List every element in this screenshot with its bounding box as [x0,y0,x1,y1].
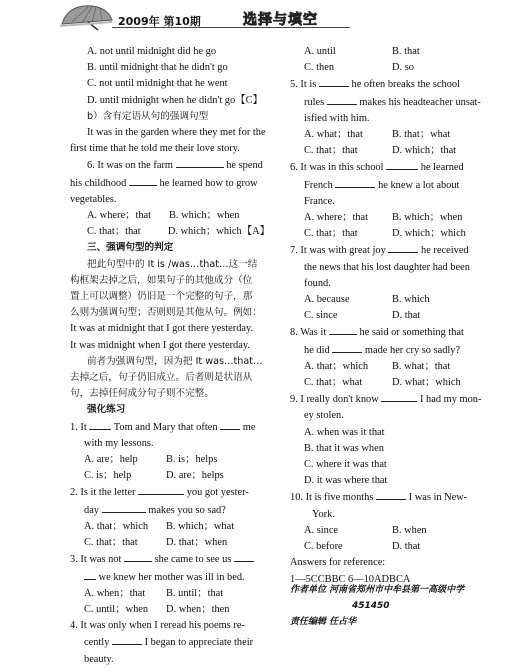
blank [129,175,157,186]
exercise-heading: 强化练习 [87,404,126,416]
option: C. where it was that [304,459,387,471]
question-line [290,342,496,359]
blank [388,242,418,253]
issue-label: 2009年 第10期 [118,15,201,28]
question-line [290,159,496,176]
text-line: 去掉之后，句子仍旧成立。后者则是状语从 [70,372,253,384]
option: B. which [392,294,430,306]
option: D. that；when [166,537,228,549]
text-line: isfied with him. [304,112,370,124]
question-line [290,177,496,194]
question-line [290,76,496,93]
option: A. that；which [304,360,369,372]
text: he said or something that [359,327,464,339]
option: D. what；which [392,377,461,389]
postal-code: 451450 [352,601,390,611]
left-column [70,44,270,668]
option: C. since [304,310,338,322]
blank [234,551,254,562]
text: his childhood [70,177,127,189]
options-row [290,143,496,159]
text: I was in New- [408,492,468,504]
text: 5. It is [290,79,317,91]
option: A. since [304,524,339,536]
option: A. because [304,294,350,306]
question-line [70,551,270,568]
option: C. that；that [87,226,141,238]
blank [332,342,362,353]
option: D. so [392,62,414,74]
text: makes you so sad? [148,504,226,516]
blank [112,634,142,645]
option: B. what；that [392,360,451,372]
options-row [290,523,496,539]
text: French [304,179,333,191]
subheading: b）含有定语从句的强调句型 [87,110,209,122]
text-line: It was at midnight that I got there yesterday. [70,323,254,335]
options-row [70,535,270,551]
option: C. before [304,541,343,553]
question-line [70,502,270,519]
option: A. when was it that [304,426,385,438]
text: 1. It [70,421,87,433]
text: 6. It was on the farm [87,160,173,172]
text-line: 么则为强调句型；否则则是其他从句。例如： [70,307,262,319]
author-unit: 作者单位 河南省郑州市中牟县第一高级中学 [290,585,465,595]
text: 6. It was in this school [290,162,384,174]
question-line [290,489,496,506]
right-column [290,44,496,588]
option: B. which；when [392,212,463,224]
author-footer [290,582,464,630]
text: 10. It is five months [290,492,374,504]
option: A. until [304,46,336,57]
text: Tom and Mary that often [113,421,218,433]
options-row [290,60,496,76]
text: he often breaks the school [351,79,460,91]
text: he received [421,245,469,257]
text-line: France. [304,195,335,207]
question-line [70,634,270,651]
text-line: beauty. [84,653,114,665]
text: rules [304,96,325,108]
option: D. which；that [392,145,457,157]
option: D. are；helps [166,470,224,482]
page-header [0,0,506,34]
blank [102,502,146,513]
options-row [70,519,270,535]
text-line: It was midnight when I got there yesterday. [70,339,250,351]
options-row [290,308,496,324]
blank [319,76,349,87]
blank [138,484,184,495]
option: C. that；that [304,228,358,240]
text-line: A. not until midnight did he go [87,46,217,57]
answers-key: 1—5CCBBC 6—10ADBCA [290,573,411,585]
text: I began to appreciate their [144,637,254,649]
blank [124,551,152,562]
options-row [290,44,496,60]
text: I had my mon- [419,394,482,406]
text: 8. Was it [290,327,327,339]
text-line: the news that his lost daughter had been [304,261,470,273]
text-line: 置上可以调整）仍旧是一个完整的句子，那 [70,291,253,303]
question-line [290,94,496,111]
options-row [290,292,496,308]
blank [376,489,406,500]
text: 7. It was with great joy [290,245,386,257]
option: B. which；what [166,520,235,532]
option: A. are；help [84,454,138,466]
text: he did [304,344,330,356]
question-line [290,324,496,341]
umbrella-logo-icon [58,2,114,32]
option: C. that；that [304,145,358,157]
option: B. until；that [166,587,224,599]
editor-credit: 责任编辑 任占华 [290,617,357,627]
option: A. that；which [84,520,149,532]
text-line: 构框架去掉之后，如果句子的其他成分（位 [70,274,253,286]
text: he learned [420,162,464,174]
options-row [70,468,270,484]
options-row [290,210,496,226]
options-row [290,539,496,555]
option: B. which；when [169,210,240,222]
text-line: vegetables. [70,193,117,205]
option: C. until；when [84,603,149,615]
options-row [290,127,496,143]
text-line: B. until midnight that he didn't go [87,62,228,74]
option: A. what；that [304,129,363,141]
text: me [242,421,256,433]
text: day [84,504,100,516]
text-line: York. [312,508,335,520]
question-line [70,569,270,586]
options-row [290,375,496,391]
option: C. that；what [304,377,363,389]
option: B. that it was when [304,442,384,454]
blank [329,324,357,335]
text: you got yester- [186,487,249,499]
text-line: 把此句型中的 It is /was…that…这一结 [87,258,258,270]
option: B. is；helps [166,454,218,466]
option: D. that [392,310,421,322]
text-line: It was in the garden where they met for the [87,127,266,139]
text-line: D. until midnight when he didn't go【C】 [87,94,263,106]
options-row [70,208,270,224]
option: A. where；that [304,212,369,224]
option: D. it was where that [304,475,388,487]
text: he learned how to grow [159,177,258,189]
blank [381,391,417,402]
text: she came to see us [154,554,232,566]
options-row [290,226,496,242]
option: C. then [304,62,335,74]
text: 9. I really don't know [290,394,379,406]
text-line: found. [304,277,331,289]
option: D. that [392,541,421,553]
blank [327,94,357,105]
section-title: 选择与填空 [243,12,318,28]
text-line: 前者为强调句型，因为把 It was…that… [87,355,263,367]
blank [89,419,111,430]
text: 2. Is it the letter [70,487,136,499]
text: makes his headteacher unsat- [359,96,481,108]
text: 3. It was not [70,554,122,566]
text-line: first time that he told me their love story. [70,143,240,155]
text: made her cry so sadly? [364,344,461,356]
option: D. when；then [166,603,230,615]
section-heading: 三、强调句型的判定 [87,242,174,254]
text-line: 句，去掉任何成分句子则不完整。 [70,388,214,400]
answers-label: Answers for reference: [290,557,386,569]
option: B. that；what [392,129,451,141]
text-line: with my lessons. [84,437,154,449]
option: C. that；that [84,537,138,549]
options-row [70,586,270,602]
option: B. that [392,46,420,57]
option: A. where；that [87,210,152,222]
option: C. is；help [84,470,132,482]
blank [84,569,96,580]
text-line: ey stolen. [304,410,344,422]
question-line [70,484,270,501]
text-line: C. not until midnight that he went [87,78,228,90]
options-row [70,224,270,240]
option: D. which；which [392,228,466,240]
blank [386,159,418,170]
blank [335,177,375,188]
question-line [70,175,270,192]
option: D. which；which【A】 [167,226,270,238]
text: he knew a lot about [378,179,460,191]
text-line: 4. It was only when I reread his poems re- [70,620,245,632]
option: A. when；that [84,587,146,599]
text: cently [84,637,110,649]
blank [176,157,224,168]
options-row [70,452,270,468]
question-line [70,419,270,436]
text: he spend [226,160,263,172]
blank [220,419,240,430]
option: B. when [392,524,427,536]
text: we knew her mother was ill in bed. [98,571,245,583]
question-line [290,391,496,408]
question-line [70,157,270,174]
options-row [70,602,270,618]
options-row [290,359,496,375]
question-line [290,242,496,259]
